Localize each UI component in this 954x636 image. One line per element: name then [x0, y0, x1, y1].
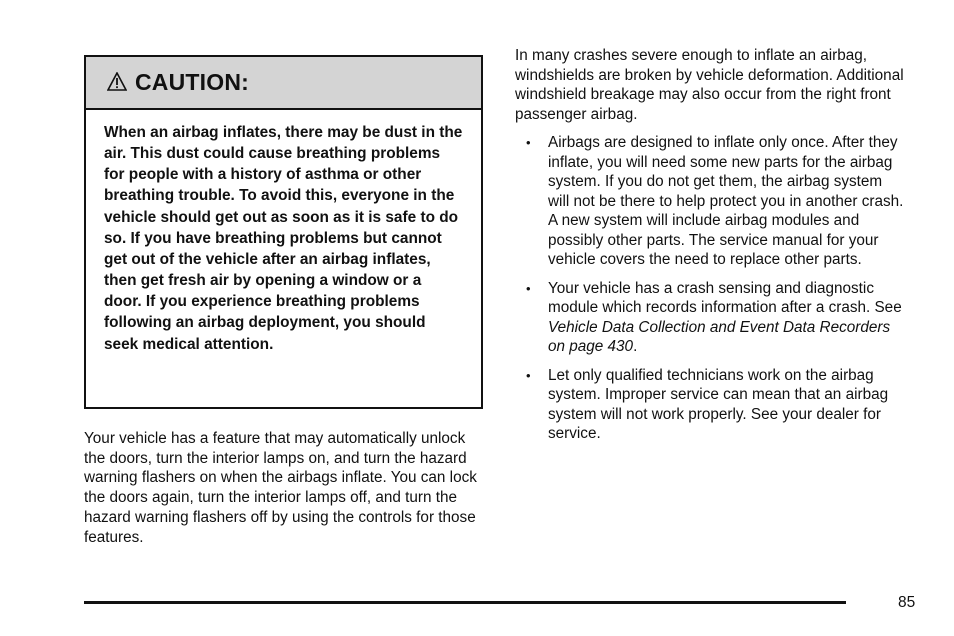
footer-rule [84, 601, 846, 604]
bullet-item-1 [515, 133, 907, 270]
bullet-item-3 [515, 366, 907, 444]
bullet-text-2-before: Your vehicle has a crash sensing and diagnostic module which records information after a crash. See [548, 279, 902, 316]
bullet-list [515, 133, 907, 444]
left-paragraph: Your vehicle has a feature that may automatically unlock the doors, turn the interior lamps on, and turn the hazard warning flashers on when the airbags inflate. You can lock the doors again, turn the interior lamps off, and turn the hazard warning flashers off by using the controls for those features. [84, 430, 477, 546]
caution-title: CAUTION: [135, 69, 250, 95]
caution-text: When an airbag inflates, there may be dust in the air. This dust could cause breathing problems for people with a history of asthma or other breathing trouble. To avoid this, everyone in the vehicle should get out as soon as it is safe to do so. If you have breathing problems but cannot get out of the vehicle after an airbag inflates, then get fresh air by opening a window or a door. If you experience breathing problems following an airbag deployment, you should seek medical attention. [104, 124, 463, 353]
caution-header [86, 57, 481, 110]
bullet-item-2 [515, 279, 907, 357]
bullet-text-1: Airbags are designed to inflate only once. After they inflate, you will need some new parts for the airbag system. If you do not get them, the airbag system will not be there to help protect you in another crash. A new system will include airbag modules and possibly other parts. The service manual for your vehicle covers the need to replace other parts. [548, 134, 904, 268]
warning-triangle-icon [107, 72, 127, 91]
bullet-icon: • [526, 135, 531, 150]
cross-reference-link[interactable]: Vehicle Data Collection and Event Data Recorders on page 430 [548, 318, 891, 355]
bullet-icon: • [526, 367, 531, 383]
right-intro-paragraph: In many crashes severe enough to inflate an airbag, windshields are broken by vehicle deformation. Additional windshield breakage may also occur from the right front passenger airbag. [515, 47, 904, 123]
right-column [515, 46, 907, 453]
bullet-icon: • [526, 280, 531, 296]
bullet-text-3: Let only qualified technicians work on the airbag system. Improper service can mean that an airbag system will not work properly. See your dealer for service. [548, 366, 889, 442]
bullet-text-2-after: . [633, 338, 638, 355]
bullet-text-2 [548, 280, 902, 356]
page-number: 85 [898, 594, 916, 611]
caution-box [84, 55, 483, 409]
